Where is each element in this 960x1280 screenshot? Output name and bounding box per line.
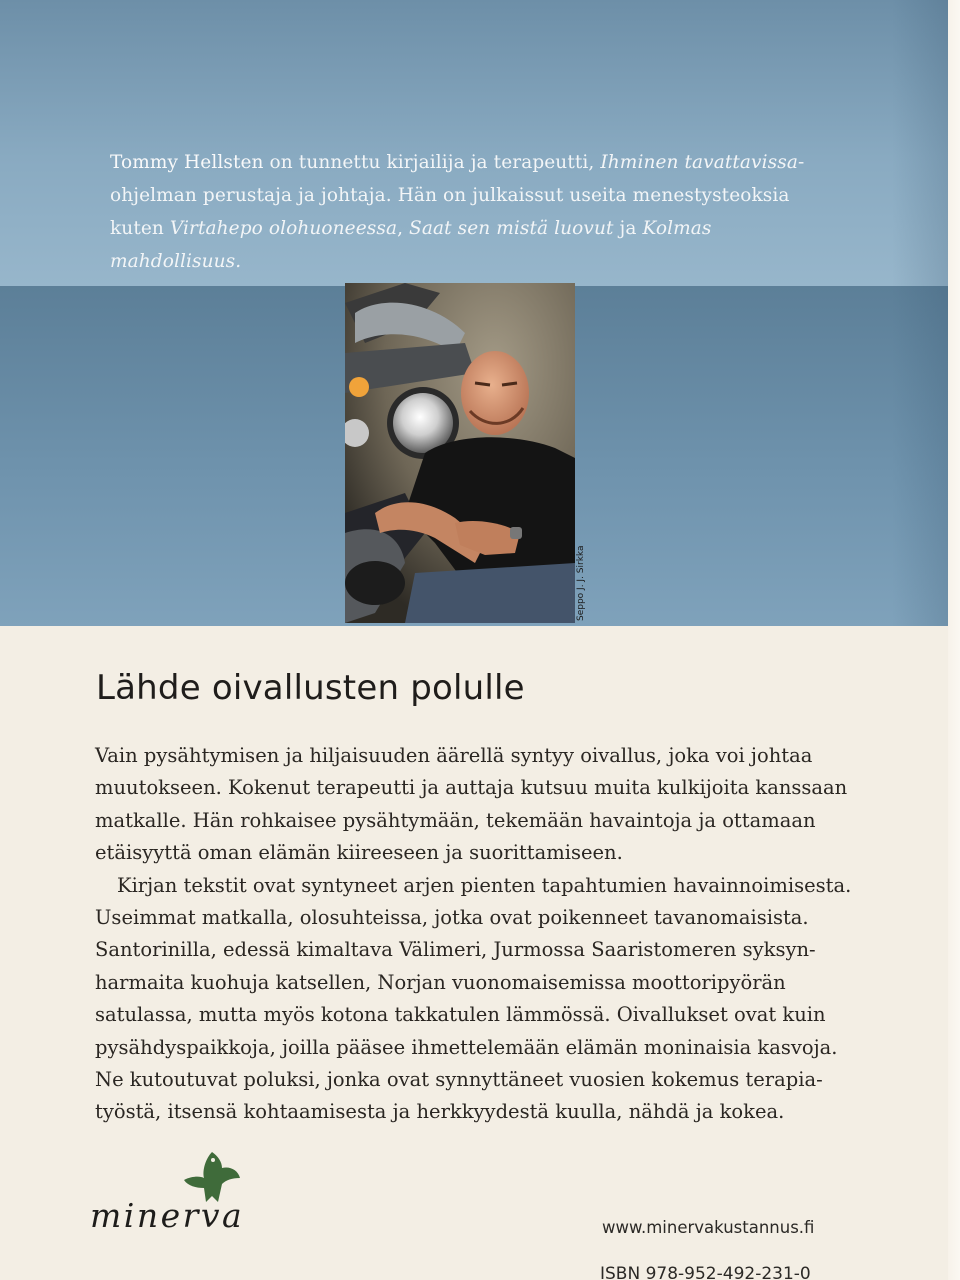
blurb-line: matkalle. Hän rohkaisee pysähtymään, tekemään havaintoja ja ottamaan (95, 808, 816, 832)
spine-shadow (892, 0, 948, 626)
blurb-line: harmaita kuohuja katsellen, Norjan vuonomaisemissa moottoripyörän (95, 970, 786, 994)
blurb-line: Vain pysähtymisen ja hiljaisuuden äärellä syntyy oivallus, joka voi johtaa (95, 744, 813, 767)
blurb-line: muutokseen. Kokenut terapeutti ja auttaja kutsuu muita kulkijoita kanssaan (95, 776, 848, 800)
book-title-3: Kolmas mahdollisuus (110, 218, 712, 272)
program-title: Ihminen tavattavissa (600, 152, 798, 173)
blurb-line: Ne kutoutuvat poluksi, jonka ovat synnyttäneet vuosien kokemus terapia- (95, 1068, 823, 1092)
blurb-line: työstä, itsensä kohtaamisesta ja herkkyydestä kuulla, nähdä ja kokea. (95, 1100, 785, 1124)
blurb-line: Kirjan tekstit ovat syntyneet arjen pienten tapahtumien havainnoimisesta. (117, 873, 852, 897)
blurb-heading: Lähde oivallusten polulle (96, 668, 525, 708)
author-portrait-image (345, 283, 575, 623)
blurb-line: pysähdyspaikkoja, joilla pääsee ihmettelemään elämän moninaisia kasvoja. (95, 1035, 838, 1059)
publisher-website[interactable]: www.minervakustannus.fi (602, 1218, 815, 1237)
blurb-line: satulassa, mutta myös kotona takkatulen lämmössä. Oivallukset ovat kuin (95, 1003, 826, 1027)
author-bio: Tommy Hellsten on tunnettu kirjailija ja terapeutti, Ihminen tavattavissa-ohjelman perustaja ja johtaja. Hän on julkaissut useita menestysteoksia kuten Virtahepo olohuoneessa, Saat sen mistä luovut ja Kolmas mahdollisuus. (110, 152, 805, 272)
page-edge (948, 0, 960, 1280)
blurb-line: Useimmat matkalla, olosuhteissa, jotka ovat poikenneet tavanomaisista. (95, 906, 809, 930)
publisher-logo-text: minerva (90, 1196, 245, 1235)
blurb-line: Santorinilla, edessä kimaltava Välimeri, Jurmossa Saaristomeren syksyn- (95, 938, 816, 962)
photo-credit: Seppo J. J. Sirkka (576, 545, 586, 621)
book-title-2: Saat sen mistä luovut (409, 218, 614, 239)
book-title-1: Virtahepo olohuoneessa (169, 218, 398, 239)
blurb-text (95, 740, 852, 1129)
blurb-line: etäisyyttä oman elämän kiireeseen ja suorittamiseen. (95, 841, 623, 865)
author-name: Tommy Hellsten (110, 152, 264, 173)
author-photo (345, 283, 575, 623)
isbn: ISBN 978-952-492-231-0 (600, 1264, 811, 1280)
